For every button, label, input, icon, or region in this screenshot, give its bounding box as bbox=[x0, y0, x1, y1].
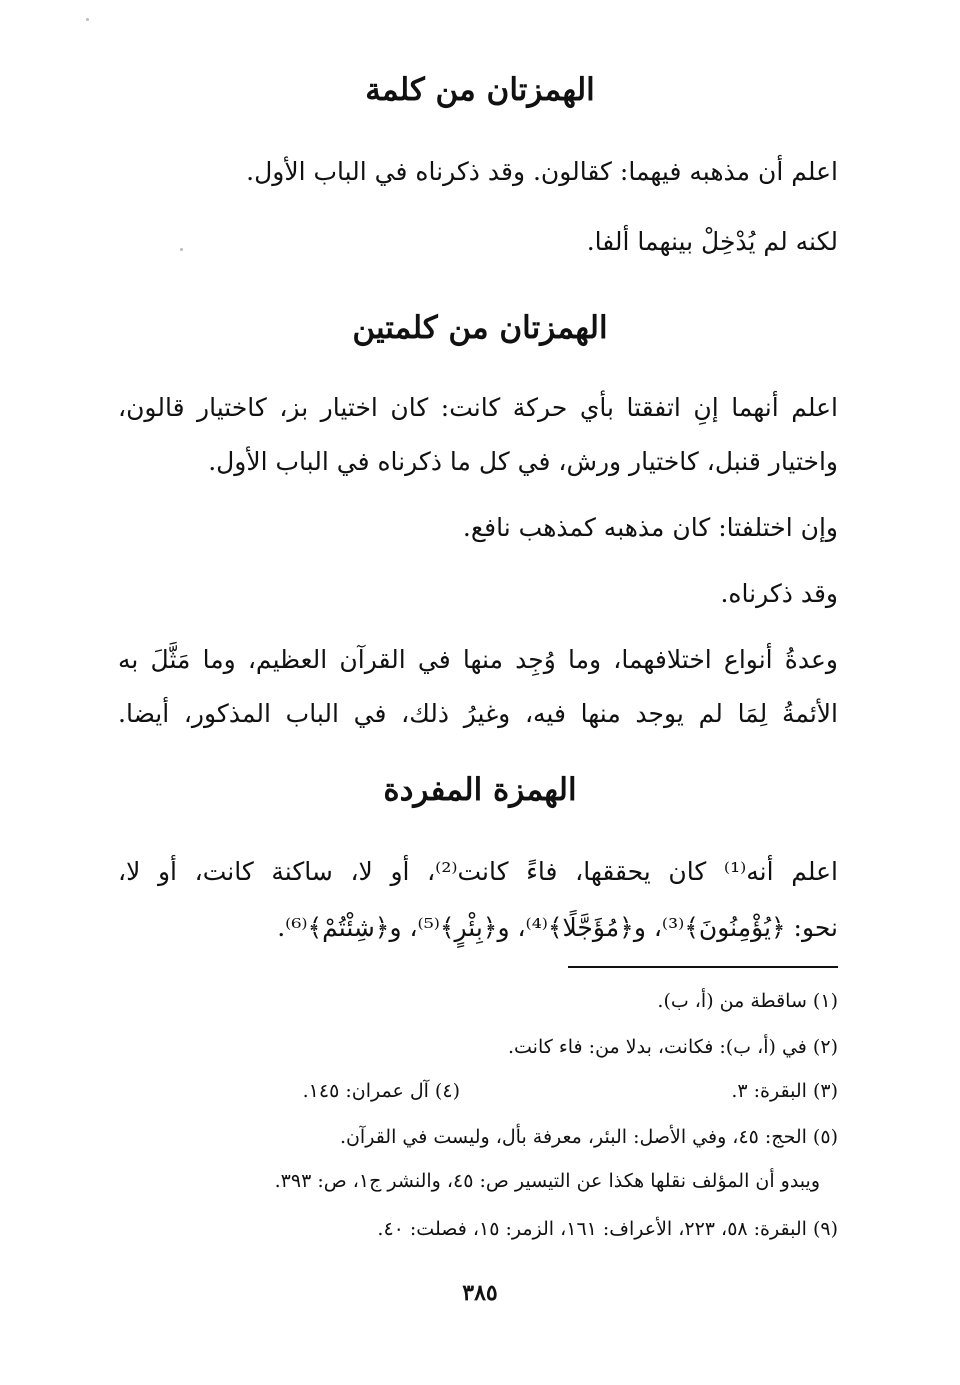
paragraph-line: وعدةُ أنواع اختلافهما، وما وُجِد منها في القرآن العظيم، وما مَثَّلَ به bbox=[118, 645, 838, 674]
paragraph-line: وقد ذكرناه. bbox=[720, 579, 838, 608]
footnote-continuation: ويبدو أن المؤلف نقلها هكذا عن التيسير ص: ٤٥، والنشر ج١، ص: ٣٩٣. bbox=[274, 1170, 820, 1192]
footnote: (٩) البقرة: ٥٨، ٢٢٣، الأعراف: ١٦١، الزمر: ١٥، فصلت: ٤٠. bbox=[377, 1218, 838, 1240]
heading-single-hamza: الهمزة المفردة bbox=[383, 772, 577, 808]
paragraph-line: نحو: ﴿يُؤْمِنُونَ﴾⁽³⁾، و﴿مُؤَجَّلًا﴾⁽⁴⁾، و﴿بِئْرٍ﴾⁽⁵⁾، و﴿شِئْتُمْ﴾⁽⁶⁾. bbox=[277, 913, 838, 942]
footnote: (٢) في (أ، ب): فكانت، بدلا من: فاء كانت. bbox=[507, 1036, 838, 1058]
page-number: ٣٨٥ bbox=[462, 1280, 498, 1306]
footnote: (٣) البقرة: ٣. bbox=[731, 1080, 838, 1102]
footnote: (٤) آل عمران: ١٤٥. bbox=[302, 1080, 460, 1102]
paragraph-line: الأئمةُ لِمَا لم يوجد منها فيه، وغيرُ ذلك، في الباب المذكور، أيضا. bbox=[118, 699, 838, 728]
heading-hamzatan-two-words: الهمزتان من كلمتين bbox=[352, 310, 608, 346]
paragraph-line: اعلم أن مذهبه فيهما: كقالون. وقد ذكرناه في الباب الأول. bbox=[246, 157, 838, 186]
scan-speck bbox=[86, 18, 89, 21]
paragraph-line: واختيار قنبل، كاختيار ورش، في كل ما ذكرناه في الباب الأول. bbox=[208, 447, 838, 476]
footnote: (١) ساقطة من (أ، ب). bbox=[657, 990, 838, 1012]
scan-speck bbox=[180, 248, 183, 251]
footnote: (٥) الحج: ٤٥، وفي الأصل: البئر، معرفة بأل، وليست في القرآن. bbox=[339, 1126, 838, 1148]
heading-hamzatan-one-word: الهمزتان من كلمة bbox=[365, 72, 595, 108]
footnote-divider bbox=[568, 966, 838, 968]
paragraph-line: اعلم أنه⁽¹⁾ كان يحققها، فاءً كانت⁽²⁾، أو لا، ساكنة كانت، أو لا، bbox=[118, 857, 838, 886]
paragraph-line: اعلم أنهما إنِ اتفقتا بأي حركة كانت: كان اختيار بز، كاختيار قالون، bbox=[118, 393, 838, 422]
paragraph-line: لكنه لم يُدْخِلْ بينهما ألفا. bbox=[586, 227, 838, 256]
paragraph-line: وإن اختلفتا: كان مذهبه كمذهب نافع. bbox=[462, 513, 838, 542]
